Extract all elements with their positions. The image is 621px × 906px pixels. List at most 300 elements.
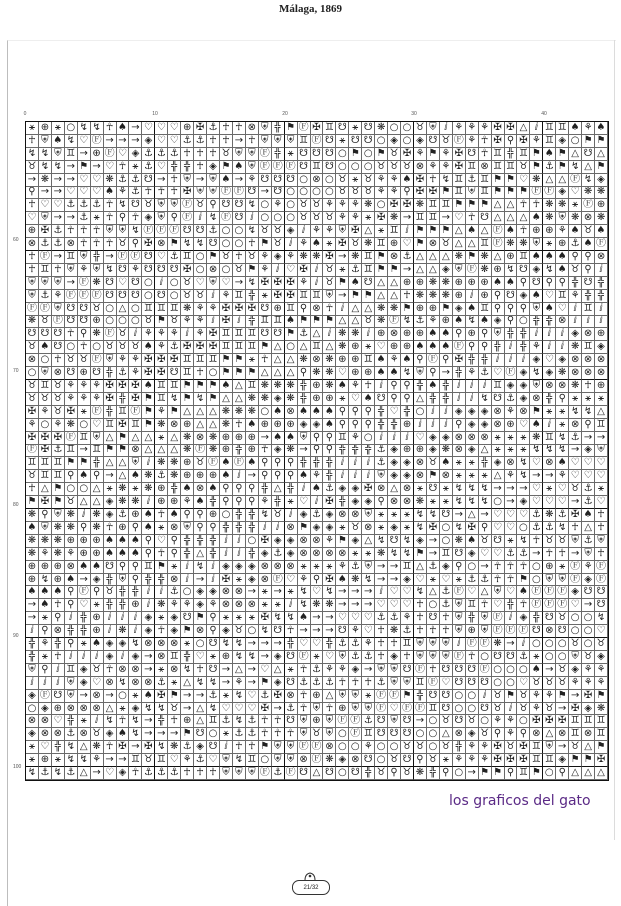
stitch-cell: △ bbox=[104, 703, 117, 716]
stitch-cell: ⚘ bbox=[453, 122, 466, 135]
stitch-cell: ⛨ bbox=[530, 303, 543, 316]
stitch-cell: ⊕ bbox=[220, 651, 233, 664]
stitch-cell: ☋ bbox=[129, 199, 142, 212]
stitch-cell: ⊕ bbox=[117, 522, 130, 535]
stitch-cell: ✠ bbox=[207, 341, 220, 354]
stitch-cell: ⚘ bbox=[259, 496, 272, 509]
stitch-cell: ⊗ bbox=[453, 445, 466, 458]
stitch-cell: ╬ bbox=[285, 483, 298, 496]
stitch-cell: ╬ bbox=[298, 457, 311, 470]
stitch-cell: ⚓ bbox=[129, 187, 142, 200]
stitch-cell: ⊗ bbox=[401, 483, 414, 496]
stitch-cell: ○ bbox=[362, 148, 375, 161]
stitch-cell: ⛨ bbox=[427, 651, 440, 664]
stitch-cell: ○ bbox=[78, 483, 91, 496]
stitch-cell: ☋ bbox=[194, 225, 207, 238]
stitch-cell: ⛨ bbox=[207, 174, 220, 187]
stitch-cell: ⚘ bbox=[168, 328, 181, 341]
stitch-cell: ♠ bbox=[530, 212, 543, 225]
stitch-cell: ❋ bbox=[155, 419, 168, 432]
stitch-cell: Ⓕ bbox=[298, 650, 309, 662]
stitch-cell: Ⓕ bbox=[311, 741, 322, 753]
stitch-cell: ╬ bbox=[233, 522, 246, 535]
stitch-cell: ⚑ bbox=[207, 251, 220, 264]
stitch-cell: ⚲ bbox=[168, 212, 181, 225]
stitch-cell: ○ bbox=[530, 561, 543, 574]
stitch-cell: ♡ bbox=[530, 483, 543, 496]
stitch-cell: ⚲ bbox=[52, 612, 65, 625]
stitch-cell: ⅈ bbox=[453, 638, 466, 651]
stitch-cell: ♊ bbox=[479, 187, 492, 200]
stitch-cell: ⚘ bbox=[285, 251, 298, 264]
stitch-cell: ○ bbox=[65, 341, 78, 354]
stitch-cell: ◈ bbox=[517, 380, 530, 393]
stitch-cell: ☋ bbox=[285, 651, 298, 664]
stitch-cell: Ⓕ bbox=[402, 702, 413, 714]
stitch-cell: ↯ bbox=[569, 406, 582, 419]
stitch-cell: ⊕ bbox=[401, 419, 414, 432]
stitch-cell: △ bbox=[479, 225, 492, 238]
stitch-cell: → bbox=[453, 509, 466, 522]
stitch-cell: ✠ bbox=[453, 161, 466, 174]
stitch-cell: ⚘ bbox=[543, 690, 556, 703]
stitch-cell: → bbox=[181, 690, 194, 703]
stitch-cell: ◈ bbox=[285, 225, 298, 238]
stitch-cell: ○ bbox=[259, 754, 272, 767]
stitch-cell: ♠ bbox=[52, 586, 65, 599]
stitch-cell: ☋ bbox=[362, 754, 375, 767]
stitch-cell: ⚘ bbox=[39, 638, 52, 651]
stitch-cell: ☋ bbox=[285, 715, 298, 728]
stitch-cell: ↯ bbox=[52, 161, 65, 174]
stitch-cell: ❋ bbox=[272, 380, 285, 393]
stitch-cell: ☥ bbox=[78, 341, 91, 354]
stitch-cell: ⅈ bbox=[259, 522, 272, 535]
stitch-cell: Ⓕ bbox=[337, 715, 348, 727]
stitch-cell: ☥ bbox=[65, 328, 78, 341]
stitch-cell: ↯ bbox=[104, 715, 117, 728]
stitch-cell: △ bbox=[427, 586, 440, 599]
stitch-cell: ⊗ bbox=[220, 599, 233, 612]
stitch-cell: ⅈ bbox=[207, 290, 220, 303]
stitch-cell: ♠ bbox=[91, 561, 104, 574]
stitch-cell: ♠ bbox=[26, 522, 39, 535]
stitch-cell: ♉ bbox=[181, 277, 194, 290]
stitch-cell: ╬ bbox=[117, 393, 130, 406]
stitch-cell: ✠ bbox=[323, 496, 336, 509]
stitch-cell: ☋ bbox=[285, 677, 298, 690]
stitch-cell: ↯ bbox=[517, 535, 530, 548]
stitch-cell: ╬ bbox=[246, 522, 259, 535]
stitch-cell: ⚲ bbox=[168, 535, 181, 548]
stitch-cell: ☥ bbox=[220, 135, 233, 148]
stitch-cell: ❋ bbox=[362, 199, 375, 212]
stitch-cell: ⚘ bbox=[466, 135, 479, 148]
stitch-cell: → bbox=[259, 187, 272, 200]
stitch-cell: ○ bbox=[414, 728, 427, 741]
stitch-cell: ⚑ bbox=[505, 187, 518, 200]
stitch-cell: ↯ bbox=[26, 767, 39, 780]
stitch-cell: ⚑ bbox=[505, 174, 518, 187]
stitch-cell: ✠ bbox=[117, 419, 130, 432]
stitch-cell: ⊕ bbox=[52, 561, 65, 574]
stitch-cell: ⚑ bbox=[52, 496, 65, 509]
stitch-cell: ⚑ bbox=[427, 148, 440, 161]
stitch-cell: ○ bbox=[427, 728, 440, 741]
stitch-cell: ♡ bbox=[285, 264, 298, 277]
stitch-cell: Ⓕ bbox=[453, 650, 464, 662]
stitch-cell: ♡ bbox=[168, 122, 181, 135]
stitch-cell: ☋ bbox=[440, 664, 453, 677]
stitch-cell: △ bbox=[194, 406, 207, 419]
stitch-cell: ⊗ bbox=[582, 328, 595, 341]
stitch-cell: ○ bbox=[505, 664, 518, 677]
stitch-cell: ♉ bbox=[26, 470, 39, 483]
stitch-cell: ♊ bbox=[556, 122, 569, 135]
stitch-cell: Ⓕ bbox=[233, 186, 244, 198]
stitch-cell: △ bbox=[375, 290, 388, 303]
stitch-cell: → bbox=[78, 690, 91, 703]
stitch-cell: ❋ bbox=[556, 367, 569, 380]
stitch-cell: → bbox=[530, 548, 543, 561]
stitch-cell: ⚑ bbox=[336, 535, 349, 548]
stitch-cell: ⊗ bbox=[311, 303, 324, 316]
stitch-cell: ◈ bbox=[298, 509, 311, 522]
stitch-cell: ◈ bbox=[530, 264, 543, 277]
stitch-cell: ⚘ bbox=[168, 599, 181, 612]
stitch-cell: △ bbox=[388, 277, 401, 290]
stitch-cell: ⛨ bbox=[375, 470, 388, 483]
stitch-cell: ⊕ bbox=[26, 225, 39, 238]
stitch-cell: → bbox=[530, 470, 543, 483]
stitch-cell: Ⓕ bbox=[104, 147, 115, 159]
stitch-cell: ☋ bbox=[220, 199, 233, 212]
stitch-cell: → bbox=[336, 599, 349, 612]
stitch-cell: ☥ bbox=[375, 651, 388, 664]
stitch-cell: ⚓ bbox=[181, 741, 194, 754]
stitch-cell: ╬ bbox=[91, 457, 104, 470]
stitch-cell: ❋ bbox=[52, 522, 65, 535]
stitch-cell: → bbox=[336, 251, 349, 264]
stitch-cell: ⚑ bbox=[220, 354, 233, 367]
stitch-cell: ⊕ bbox=[65, 535, 78, 548]
stitch-cell: ♡ bbox=[401, 238, 414, 251]
stitch-cell: ⊗ bbox=[311, 354, 324, 367]
stitch-cell: ⚑ bbox=[530, 406, 543, 419]
stitch-cell: ◈ bbox=[362, 496, 375, 509]
stitch-cell: ⅈ bbox=[362, 457, 375, 470]
stitch-cell: → bbox=[336, 290, 349, 303]
stitch-cell: ◈ bbox=[556, 135, 569, 148]
stitch-cell: ⚲ bbox=[349, 419, 362, 432]
stitch-cell: ◈ bbox=[492, 457, 505, 470]
stitch-cell: ⛨ bbox=[323, 728, 336, 741]
stitch-cell: ⚘ bbox=[91, 393, 104, 406]
stitch-cell: ☋ bbox=[440, 703, 453, 716]
stitch-cell: ♉ bbox=[194, 199, 207, 212]
stitch-cell: Ⓕ bbox=[492, 225, 503, 237]
stitch-cell: → bbox=[117, 754, 130, 767]
stitch-cell: △ bbox=[440, 728, 453, 741]
stitch-cell: ✠ bbox=[181, 264, 194, 277]
stitch-cell: ⊕ bbox=[39, 754, 52, 767]
stitch-cell: ♠ bbox=[104, 548, 117, 561]
stitch-cell: ☥ bbox=[505, 574, 518, 587]
stitch-cell: → bbox=[52, 187, 65, 200]
stitch-cell: △ bbox=[194, 715, 207, 728]
stitch-cell: ○ bbox=[375, 199, 388, 212]
stitch-cell: ○ bbox=[440, 522, 453, 535]
stitch-cell: ⚘ bbox=[117, 354, 130, 367]
stitch-cell: ⊕ bbox=[414, 445, 427, 458]
stitch-cell: ♊ bbox=[78, 432, 91, 445]
stitch-cell: ⚹ bbox=[556, 561, 569, 574]
stitch-cell: ♡ bbox=[388, 586, 401, 599]
stitch-cell: Ⓕ bbox=[91, 134, 102, 146]
stitch-cell: ⚲ bbox=[91, 586, 104, 599]
stitch-cell: → bbox=[194, 174, 207, 187]
stitch-cell: ○ bbox=[492, 677, 505, 690]
stitch-cell: ⊕ bbox=[52, 574, 65, 587]
stitch-cell: ⚓ bbox=[285, 703, 298, 716]
stitch-cell: Ⓕ bbox=[466, 263, 477, 275]
stitch-cell: ♠ bbox=[272, 406, 285, 419]
stitch-cell: ╬ bbox=[311, 457, 324, 470]
stitch-cell: ⊗ bbox=[543, 380, 556, 393]
stitch-cell: ↯ bbox=[479, 393, 492, 406]
stitch-cell: △ bbox=[259, 367, 272, 380]
stitch-cell: ♊ bbox=[362, 354, 375, 367]
stitch-cell: ↯ bbox=[65, 741, 78, 754]
stitch-cell: ☥ bbox=[233, 419, 246, 432]
stitch-cell: ♡ bbox=[492, 548, 505, 561]
stitch-cell: ⅈ bbox=[362, 328, 375, 341]
stitch-cell: ☥ bbox=[246, 741, 259, 754]
stitch-cell: Ⓕ bbox=[91, 289, 102, 301]
stitch-cell: ⅈ bbox=[220, 535, 233, 548]
stitch-cell: ⚹ bbox=[155, 612, 168, 625]
stitch-cell: ☋ bbox=[298, 767, 311, 780]
stitch-cell: → bbox=[233, 135, 246, 148]
stitch-cell: ○ bbox=[181, 586, 194, 599]
stitch-cell: ╬ bbox=[155, 574, 168, 587]
stitch-cell: ◈ bbox=[272, 393, 285, 406]
stitch-cell: ❋ bbox=[427, 290, 440, 303]
stitch-cell: ✠ bbox=[129, 380, 142, 393]
stitch-cell: △ bbox=[104, 432, 117, 445]
stitch-cell: ✠ bbox=[414, 187, 427, 200]
stitch-cell: ⚘ bbox=[181, 496, 194, 509]
stitch-cell: ⚘ bbox=[349, 212, 362, 225]
stitch-cell: ○ bbox=[375, 754, 388, 767]
stitch-cell: ⊕ bbox=[414, 328, 427, 341]
stitch-cell: ⛨ bbox=[466, 187, 479, 200]
stitch-cell: ♠ bbox=[246, 457, 259, 470]
stitch-cell: ♊ bbox=[311, 290, 324, 303]
stitch-cell: ♠ bbox=[595, 225, 608, 238]
stitch-cell: ✠ bbox=[155, 354, 168, 367]
stitch-cell: ◈ bbox=[272, 445, 285, 458]
stitch-cell: ⊕ bbox=[246, 432, 259, 445]
stitch-cell: ⚑ bbox=[466, 251, 479, 264]
stitch-cell: ♡ bbox=[78, 135, 91, 148]
stitch-cell: ♠ bbox=[556, 457, 569, 470]
stitch-cell: ☥ bbox=[194, 664, 207, 677]
stitch-cell: → bbox=[272, 638, 285, 651]
stitch-cell: ⚹ bbox=[530, 651, 543, 664]
stitch-cell: ♉ bbox=[401, 741, 414, 754]
stitch-cell: ⅈ bbox=[388, 432, 401, 445]
stitch-cell: ↯ bbox=[466, 316, 479, 329]
stitch-cell: ⛨ bbox=[104, 354, 117, 367]
stitch-cell: ⅈ bbox=[453, 380, 466, 393]
stitch-cell: ☋ bbox=[323, 767, 336, 780]
stitch-cell: ♉ bbox=[39, 393, 52, 406]
stitch-cell: ♊ bbox=[246, 380, 259, 393]
stitch-cell: ☋ bbox=[479, 212, 492, 225]
stitch-cell: ⚘ bbox=[479, 122, 492, 135]
stitch-cell: Ⓕ bbox=[492, 238, 503, 250]
stitch-cell: ⊗ bbox=[142, 677, 155, 690]
stitch-cell: ⛨ bbox=[91, 264, 104, 277]
stitch-cell: ⊗ bbox=[414, 470, 427, 483]
stitch-cell: ╬ bbox=[543, 393, 556, 406]
stitch-cell: ○ bbox=[233, 225, 246, 238]
stitch-cell: ⊗ bbox=[129, 664, 142, 677]
stitch-cell: ♠ bbox=[530, 290, 543, 303]
stitch-cell: ⚹ bbox=[556, 419, 569, 432]
stitch-cell: △ bbox=[168, 445, 181, 458]
stitch-cell: ◈ bbox=[479, 419, 492, 432]
stitch-cell: ⚲ bbox=[414, 754, 427, 767]
stitch-cell: ♠ bbox=[401, 354, 414, 367]
stitch-cell: ○ bbox=[466, 703, 479, 716]
stitch-cell: ◈ bbox=[556, 187, 569, 200]
stitch-cell: ⅈ bbox=[336, 303, 349, 316]
stitch-cell: → bbox=[582, 432, 595, 445]
stitch-cell: ♉ bbox=[582, 651, 595, 664]
stitch-cell: ◈ bbox=[414, 535, 427, 548]
column-tick-label: 10 bbox=[152, 111, 158, 117]
stitch-cell: ♠ bbox=[298, 470, 311, 483]
stitch-cell: ○ bbox=[349, 741, 362, 754]
stitch-cell: ⚹ bbox=[505, 432, 518, 445]
stitch-cell: ♉ bbox=[52, 393, 65, 406]
stitch-cell: ⚲ bbox=[453, 419, 466, 432]
stitch-cell: → bbox=[104, 690, 117, 703]
stitch-cell: ⊗ bbox=[401, 496, 414, 509]
stitch-cell: ⚲ bbox=[427, 367, 440, 380]
stitch-cell: ⚑ bbox=[168, 406, 181, 419]
stitch-cell: ☋ bbox=[530, 625, 543, 638]
stitch-cell: △ bbox=[543, 728, 556, 741]
stitch-cell: ⛨ bbox=[453, 625, 466, 638]
stitch-cell: ♊ bbox=[492, 161, 505, 174]
stitch-cell: ⚹ bbox=[362, 212, 375, 225]
stitch-cell: ♠ bbox=[440, 341, 453, 354]
stitch-cell: ☋ bbox=[168, 367, 181, 380]
stitch-cell: ♠ bbox=[233, 161, 246, 174]
stitch-cell: ⚑ bbox=[595, 741, 608, 754]
stitch-cell: ⛨ bbox=[543, 574, 556, 587]
stitch-cell: ◈ bbox=[388, 522, 401, 535]
stitch-cell: ♡ bbox=[543, 496, 556, 509]
stitch-cell: ♠ bbox=[375, 354, 388, 367]
stitch-cell: ♊ bbox=[285, 303, 298, 316]
stitch-cell: ♉ bbox=[311, 212, 324, 225]
stitch-cell: ○ bbox=[492, 664, 505, 677]
stitch-cell: ↯ bbox=[129, 225, 142, 238]
stitch-cell: ♊ bbox=[142, 303, 155, 316]
stitch-cell: ⚑ bbox=[375, 264, 388, 277]
stitch-cell: ⛨ bbox=[65, 264, 78, 277]
stitch-cell: ╬ bbox=[582, 290, 595, 303]
stitch-cell: ☋ bbox=[91, 367, 104, 380]
stitch-cell: ⚓ bbox=[52, 225, 65, 238]
stitch-cell: ⛨ bbox=[440, 638, 453, 651]
stitch-cell: ○ bbox=[194, 638, 207, 651]
stitch-cell: △ bbox=[362, 303, 375, 316]
stitch-cell: ☥ bbox=[26, 199, 39, 212]
stitch-cell: ⛨ bbox=[362, 509, 375, 522]
stitch-cell: ⊗ bbox=[39, 715, 52, 728]
stitch-cell: ⚘ bbox=[323, 225, 336, 238]
stitch-cell: ⊗ bbox=[595, 251, 608, 264]
stitch-cell: ✠ bbox=[181, 341, 194, 354]
stitch-cell: ☥ bbox=[207, 135, 220, 148]
stitch-cell: ♉ bbox=[556, 677, 569, 690]
stitch-cell: ⚑ bbox=[492, 174, 505, 187]
stitch-cell: Ⓕ bbox=[414, 702, 425, 714]
stitch-cell: ↯ bbox=[543, 445, 556, 458]
stitch-cell: ⚑ bbox=[233, 367, 246, 380]
stitch-cell: ╬ bbox=[78, 625, 91, 638]
stitch-cell: ♡ bbox=[65, 187, 78, 200]
stitch-cell: ♉ bbox=[26, 380, 39, 393]
stitch-cell: ⊕ bbox=[414, 277, 427, 290]
stitch-cell: ⚲ bbox=[311, 445, 324, 458]
stitch-cell: ☋ bbox=[453, 664, 466, 677]
stitch-cell: ☋ bbox=[556, 625, 569, 638]
stitch-cell: ☥ bbox=[492, 574, 505, 587]
stitch-cell: Ⓕ bbox=[583, 199, 594, 211]
stitch-cell: ◈ bbox=[414, 135, 427, 148]
stitch-cell: ☋ bbox=[466, 664, 479, 677]
stitch-cell: ⊕ bbox=[595, 328, 608, 341]
stitch-cell: ↯ bbox=[582, 174, 595, 187]
stitch-cell: ⛨ bbox=[298, 432, 311, 445]
stitch-cell: ↯ bbox=[181, 238, 194, 251]
stitch-cell: ☥ bbox=[117, 161, 130, 174]
stitch-cell: ♉ bbox=[104, 586, 117, 599]
stitch-cell: ⚓ bbox=[142, 161, 155, 174]
stitch-cell: ♉ bbox=[298, 212, 311, 225]
stitch-cell: ↯ bbox=[194, 238, 207, 251]
stitch-cell: ❋ bbox=[595, 187, 608, 200]
row-tick-label: 100 bbox=[13, 764, 22, 770]
stitch-cell: ⚘ bbox=[466, 741, 479, 754]
stitch-cell: ♡ bbox=[220, 703, 233, 716]
stitch-cell: ↯ bbox=[298, 586, 311, 599]
stitch-grid bbox=[25, 121, 609, 781]
stitch-cell: ⚲ bbox=[246, 496, 259, 509]
stitch-cell: ⚓ bbox=[323, 483, 336, 496]
stitch-cell: ⊕ bbox=[362, 367, 375, 380]
stitch-cell: ○ bbox=[466, 561, 479, 574]
stitch-cell: ♉ bbox=[91, 664, 104, 677]
stitch-cell: ♉ bbox=[272, 238, 285, 251]
stitch-cell: ☥ bbox=[285, 728, 298, 741]
